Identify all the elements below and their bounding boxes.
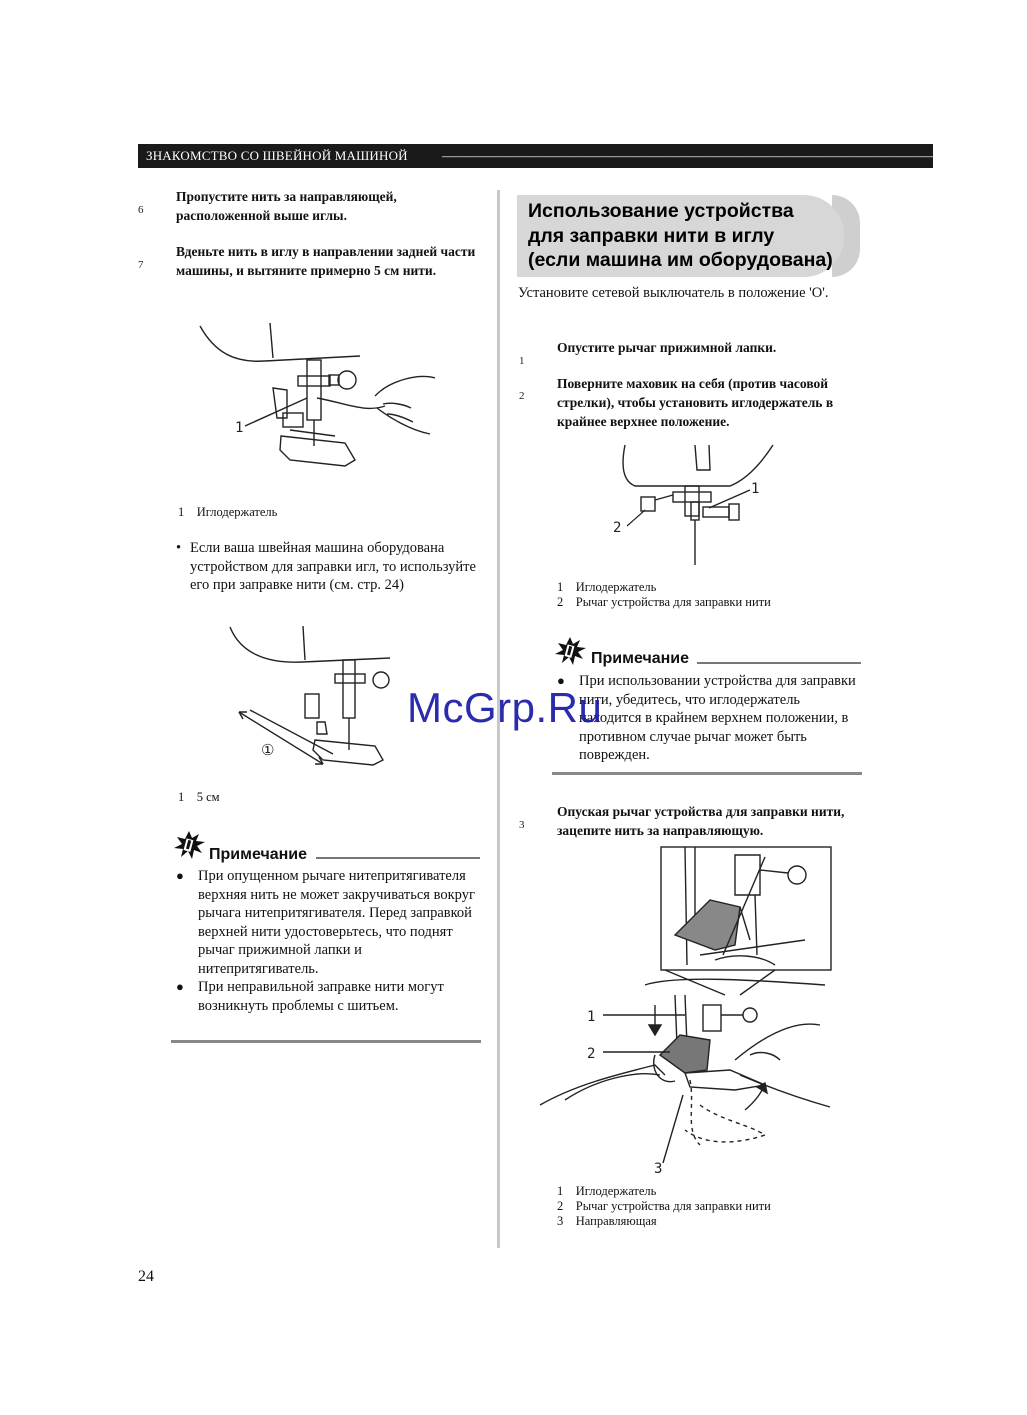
right-note-bottom-rule	[552, 772, 862, 775]
section-intro: Установите сетевой выключатель в положение 'O'.	[518, 285, 829, 301]
bullet-mark: •	[176, 540, 182, 556]
legend-4-row	[557, 1199, 771, 1214]
figure-threader-guide	[535, 845, 835, 1180]
figure-1-callout: 1	[235, 420, 244, 436]
figure-4-callout-1: 1	[587, 1009, 596, 1025]
note-icon	[172, 830, 206, 860]
legend-4-num-1: 1	[557, 1184, 564, 1198]
figure-3-callout-1: 1	[751, 481, 760, 497]
page-number: 24	[138, 1268, 154, 1285]
left-note-item-1-mark: ●	[176, 868, 184, 883]
step-2-number: 2	[519, 390, 525, 402]
legend-4-num-3: 3	[557, 1214, 564, 1228]
step-7-number: 7	[138, 259, 144, 271]
legend-3-num-2: 2	[557, 595, 564, 609]
right-note-item-1-text: При использовании устройства для заправки нити, убедитесь, что иглодержатель находится в крайнем верхнем положении, в противном случае рычаг может быть поврежден.	[579, 673, 856, 763]
left-note-item	[176, 978, 481, 1015]
figure-needle-threading	[195, 318, 435, 498]
left-note-item-2-text: При неправильной заправке нити могут возникнуть проблемы с шитьем.	[198, 979, 444, 1014]
clamp-screw	[338, 371, 356, 389]
left-note-list	[176, 867, 481, 1015]
right-note-title: Примечание	[591, 650, 690, 667]
legend-4-label-2: Рычаг устройства для заправки нити	[575, 1199, 771, 1213]
legend-4-label-1: Иглодержатель	[575, 1184, 657, 1198]
step-7-text: Вденьте нить в иглу в направлении задней части машины, и вытяните примерно 5 см нити.	[176, 244, 476, 278]
note-icon	[553, 636, 587, 666]
legend-3-row	[557, 580, 771, 595]
legend-3-row	[557, 595, 771, 610]
legend-4-label-3: Направляющая	[575, 1214, 657, 1228]
dimension-line	[239, 712, 323, 764]
figure-4-callout-3: 3	[654, 1161, 663, 1177]
right-hand	[735, 1024, 830, 1107]
legend-1-label: Иглодержатель	[196, 505, 278, 519]
right-note-item	[557, 672, 862, 765]
presser-foot	[280, 436, 355, 466]
section-title-line-1: Использование устройства	[528, 200, 794, 222]
legend-3-label-1: Иглодержатель	[575, 580, 657, 594]
section-title-line-3: (если машина им оборудована)	[528, 249, 833, 271]
legend-3-label-2: Рычаг устройства для заправки нити	[575, 595, 771, 609]
right-note-item-1-mark: ●	[557, 673, 565, 688]
figure-4-callout-2: 2	[587, 1046, 596, 1062]
legend-4-row	[557, 1184, 771, 1199]
right-note-title-rule	[697, 662, 861, 664]
legend-2-label: 5 см	[196, 790, 220, 804]
left-note-item-2-mark: ●	[176, 979, 184, 994]
zoom-connector	[665, 970, 775, 995]
figure-3-callout-2: 2	[613, 520, 622, 536]
legend-4	[557, 1184, 771, 1229]
thread	[245, 398, 385, 426]
figure-thread-length	[225, 622, 415, 777]
machine-head-outline	[200, 326, 360, 361]
left-note-item-1-text: При опущенном рычаге нитепритягивателя верхняя нить не может закручиваться вокруг рычага нитепритягивателя. Перед заправкой верхней нити удостоверьтесь, что поднят рычаг прижимной лапки и нитепритягиватель.	[198, 868, 475, 977]
step-1-number: 1	[519, 355, 525, 367]
left-note-bottom-rule	[171, 1040, 481, 1043]
watermark: McGrp.Ru	[407, 684, 603, 731]
left-note-title-rule	[316, 857, 480, 859]
legend-3-num-1: 1	[557, 580, 564, 594]
legend-4-num-2: 2	[557, 1199, 564, 1213]
step-6-number: 6	[138, 204, 144, 216]
legend-1-num: 1	[178, 505, 185, 519]
threader-lever	[660, 1035, 710, 1073]
legend-2	[178, 790, 220, 805]
right-note-list	[557, 672, 862, 765]
needle-bar	[307, 360, 321, 420]
machine-head-outline	[623, 445, 773, 486]
step-3-number: 3	[519, 819, 525, 831]
left-note-title: Примечание	[209, 846, 308, 863]
header-title: ЗНАКОМСТВО СО ШВЕЙНОЙ МАШИНОЙ	[146, 148, 408, 163]
step-3-text: Опуская рычаг устройства для заправки нити, зацепите нить за направляющую.	[557, 804, 845, 838]
threader-bullet	[176, 539, 486, 595]
step-1-text: Опустите рычаг прижимной лапки.	[557, 340, 777, 355]
legend-4-row	[557, 1214, 771, 1229]
step-6-text: Пропустите нить за направляющей, расположенной выше иглы.	[176, 189, 397, 223]
legend-2-num: 1	[178, 790, 185, 804]
section-title-line-2: для заправки нити в иглу	[528, 224, 775, 247]
bullet-text: Если ваша швейная машина оборудована устройством для заправки игл, то используйте его при заправке нити (см. стр. 24)	[190, 540, 476, 593]
section-title	[528, 199, 833, 273]
threader-lever	[641, 497, 655, 511]
header-dash-rule: —————————————————————————————————————————————	[442, 148, 1027, 163]
figure-needle-bar-up	[605, 440, 780, 575]
legend-1	[178, 505, 277, 520]
step-2-text: Поверните маховик на себя (против часовой стрелки), чтобы установить иглодержатель в крайнее верхнее положение.	[557, 376, 834, 429]
left-note-item	[176, 867, 481, 978]
figure-2-callout: ①	[261, 741, 275, 759]
legend-3	[557, 580, 771, 610]
